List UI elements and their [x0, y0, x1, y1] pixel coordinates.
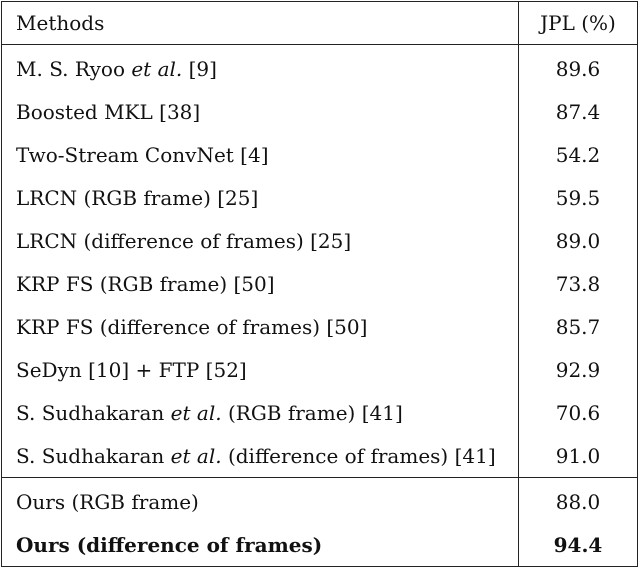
table-row [2, 90, 638, 133]
table-row [2, 47, 638, 90]
table-row [2, 176, 638, 219]
method-cell: Ours (RGB frame) [2, 480, 519, 523]
table-row-ours-best [2, 523, 638, 567]
value-cell: 70.6 [519, 391, 638, 434]
value-cell: 73.8 [519, 262, 638, 305]
table-row-ours [2, 480, 638, 523]
method-cell: Two-Stream ConvNet [4] [2, 133, 519, 176]
method-cell: Ours (difference of frames) [2, 523, 519, 567]
value-cell: 89.0 [519, 219, 638, 262]
method-cell: S. Sudhakaran et al. (RGB frame) [41] [2, 391, 519, 434]
value-cell: 89.6 [519, 47, 638, 90]
value-cell: 94.4 [519, 523, 638, 567]
table-row [2, 434, 638, 478]
method-cell: S. Sudhakaran et al. (difference of frames) [41] [2, 434, 519, 478]
table-row [2, 133, 638, 176]
method-cell: M. S. Ryoo et al. [9] [2, 47, 519, 90]
method-cell: KRP FS (RGB frame) [50] [2, 262, 519, 305]
value-cell: 87.4 [519, 90, 638, 133]
value-cell: 54.2 [519, 133, 638, 176]
method-cell: KRP FS (difference of frames) [50] [2, 305, 519, 348]
results-table [1, 1, 638, 567]
method-cell: SeDyn [10] + FTP [52] [2, 348, 519, 391]
table-header-row [2, 2, 638, 45]
header-jpl: JPL (%) [519, 2, 638, 45]
table-row [2, 305, 638, 348]
value-cell: 59.5 [519, 176, 638, 219]
value-cell: 85.7 [519, 305, 638, 348]
method-cell: LRCN (RGB frame) [25] [2, 176, 519, 219]
table-row [2, 262, 638, 305]
header-methods: Methods [2, 2, 519, 45]
value-cell: 92.9 [519, 348, 638, 391]
value-cell: 88.0 [519, 480, 638, 523]
method-cell: Boosted MKL [38] [2, 90, 519, 133]
table-row [2, 219, 638, 262]
table-row [2, 391, 638, 434]
table-row [2, 348, 638, 391]
method-cell: LRCN (difference of frames) [25] [2, 219, 519, 262]
value-cell: 91.0 [519, 434, 638, 478]
